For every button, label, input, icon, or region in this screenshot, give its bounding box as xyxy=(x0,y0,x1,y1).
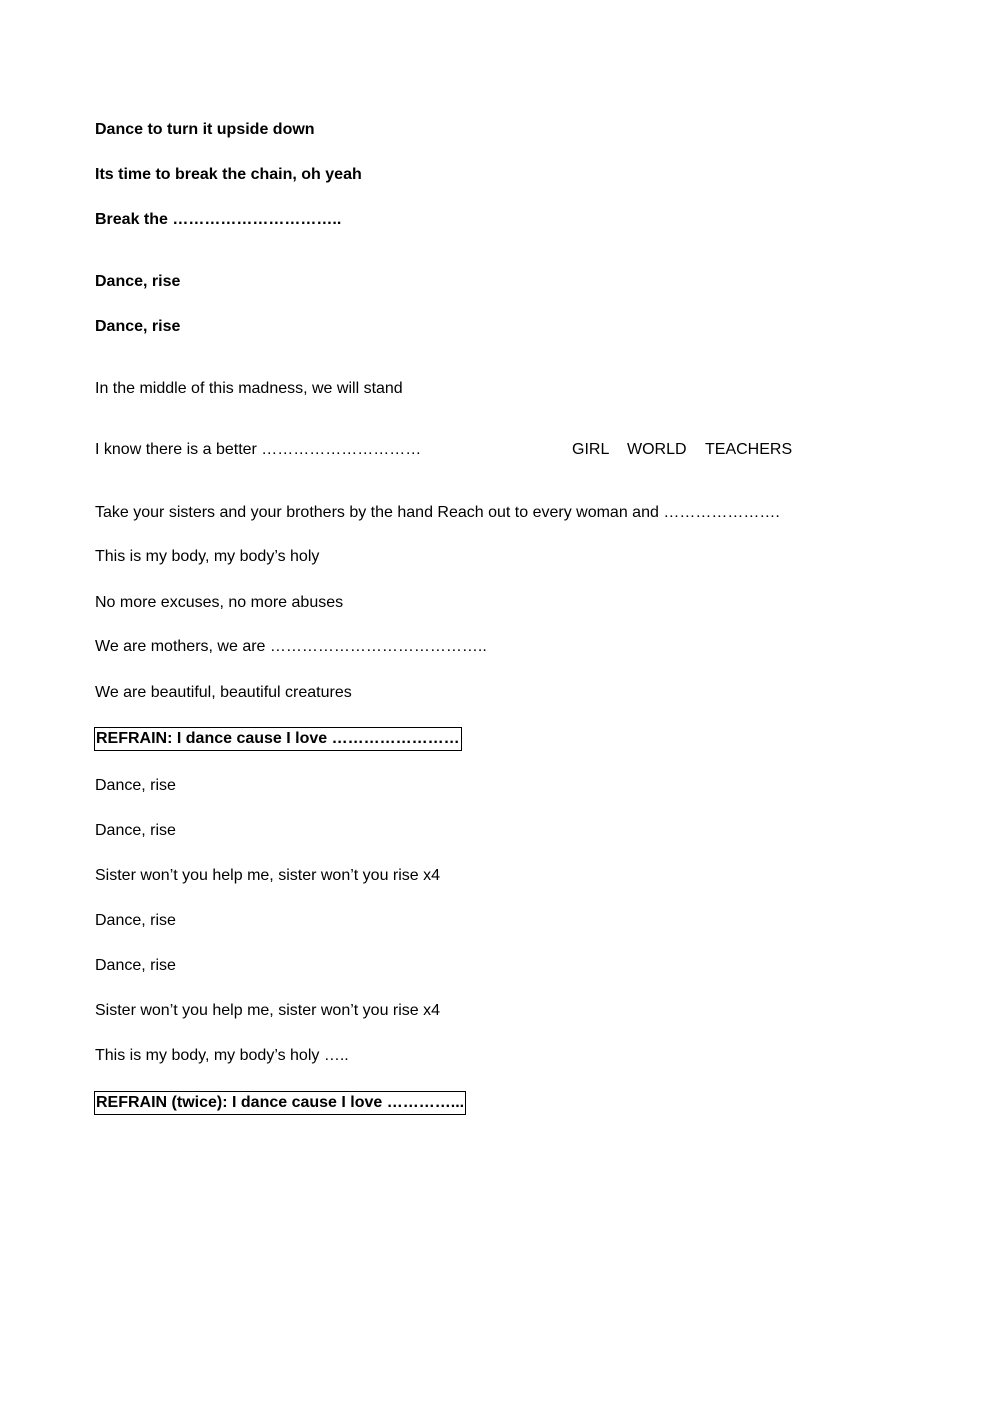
lyric-line-blank: I know there is a better ………………………… xyxy=(95,441,422,458)
lyric-line: We are beautiful, beautiful creatures xyxy=(95,684,352,701)
refrain-box: REFRAIN: I dance cause I love …………………… xyxy=(94,727,462,751)
lyric-line: Dance, rise xyxy=(95,912,176,929)
lyric-line: This is my body, my body’s holy ….. xyxy=(95,1047,349,1064)
lyric-line: No more excuses, no more abuses xyxy=(95,594,344,611)
lyric-line-blank: We are mothers, we are ………………………………….. xyxy=(95,638,487,655)
lyric-line: Dance, rise xyxy=(95,957,176,974)
lyric-line: Dance, rise xyxy=(95,777,176,794)
lyric-line: Its time to break the chain, oh yeah xyxy=(95,166,362,183)
lyric-line: Sister won’t you help me, sister won’t you rise x4 xyxy=(95,1002,441,1019)
lyric-line-blank: Break the ………………………….. xyxy=(95,211,342,228)
word-bank-item: TEACHERS xyxy=(705,441,793,458)
word-bank-item: GIRL xyxy=(572,441,610,458)
lyric-line: Sister won’t you help me, sister won’t you rise x4 xyxy=(95,867,441,884)
lyric-line: Dance, rise xyxy=(95,273,181,290)
refrain-box: REFRAIN (twice): I dance cause I love …………... xyxy=(94,1091,466,1115)
lyric-line: Dance, rise xyxy=(95,318,181,335)
lyric-line: Dance, rise xyxy=(95,822,176,839)
lyric-line: In the middle of this madness, we will stand xyxy=(95,380,403,397)
lyric-line: This is my body, my body’s holy xyxy=(95,548,320,565)
lyric-line: Dance to turn it upside down xyxy=(95,121,315,138)
lyric-line-blank: Take your sisters and your brothers by the hand Reach out to every woman and …………………. xyxy=(95,504,780,521)
word-bank-item: WORLD xyxy=(627,441,687,458)
